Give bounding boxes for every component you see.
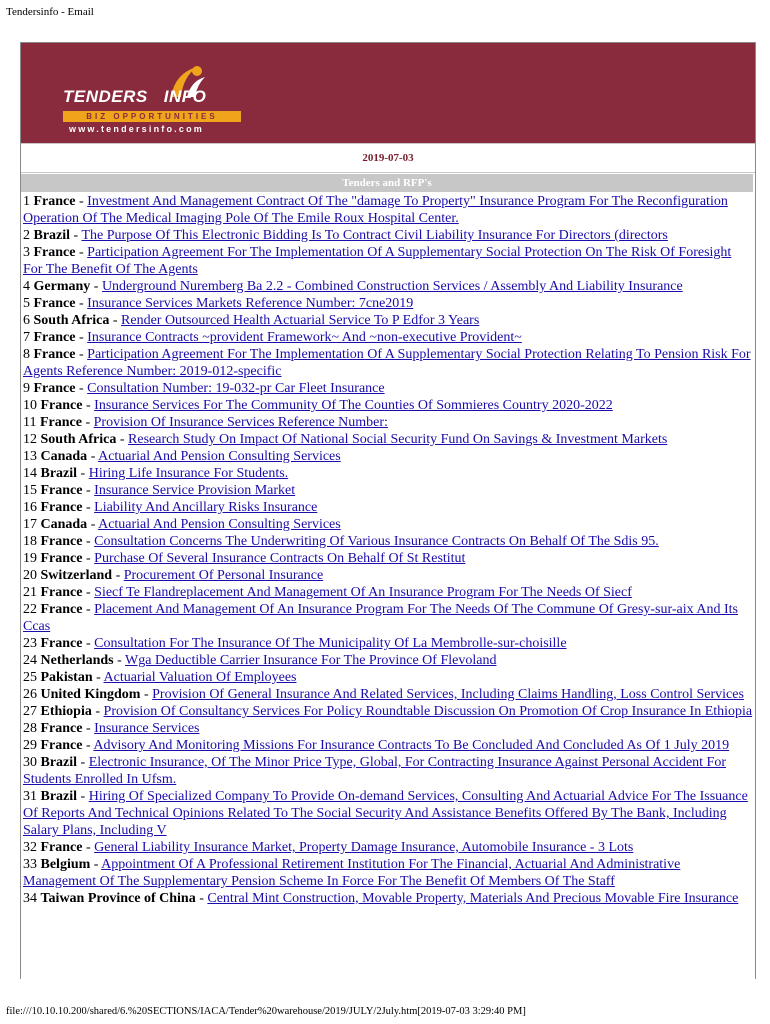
list-item: 8 France - Participation Agreement For The Implementation Of A Supplementary Social Protection Relating To Pension Risk For Agents Reference Number: 2019-012-specific (23, 347, 751, 379)
item-country: Ethiopia (40, 704, 92, 719)
tender-link[interactable]: Procurement Of Personal Insurance (123, 568, 324, 583)
list-item: 32 France - General Liability Insurance Market, Property Damage Insurance, Automobile Insurance - 3 Lots (23, 840, 634, 855)
tender-link[interactable]: Insurance Contracts ~provident Framework~ And ~non-executive Provident~ (87, 330, 522, 345)
tender-link[interactable]: Electronic Insurance, Of The Minor Price Type, Global, For Contracting Insurance Against Personal Accident For Students Enrolled In Ufsm. (23, 755, 727, 787)
list-item: 34 Taiwan Province of China - Central Mint Construction, Movable Property, Materials And Precious Movable Fire Insurance (23, 891, 739, 906)
item-country: France (40, 551, 83, 566)
item-number: 1 (23, 194, 30, 209)
item-number: 31 (23, 789, 37, 804)
tender-link[interactable]: Actuarial Valuation Of Employees (103, 670, 297, 685)
list-item: 11 France - Provision Of Insurance Services Reference Number: (23, 415, 388, 430)
item-country: Brazil (40, 789, 78, 804)
list-item: 12 South Africa - Research Study On Impact Of National Social Security Fund On Savings & Investment Markets (23, 432, 668, 447)
tender-link[interactable]: Participation Agreement For The Implementation Of A Supplementary Social Protection On The Risk Of Foresight For The Benefit Of The Agents (23, 245, 732, 277)
list-item: 18 France - Consultation Concerns The Underwriting Of Various Insurance Contracts On Behalf Of The Sdis 95. (23, 534, 659, 549)
list-item: 23 France - Consultation For The Insurance Of The Municipality Of La Membrolle-sur-choisille (23, 636, 567, 651)
logo-tagline: BIZ OPPORTUNITIES (63, 111, 241, 122)
section-title: Tenders and RFP's (21, 174, 753, 192)
list-item: 1 France - Investment And Management Contract Of The "damage To Property" Insurance Program For The Reconfiguration Operation Of The Medical Imaging Pole Of The Emile Roux Hospital Center. (23, 194, 728, 226)
tender-link[interactable]: Insurance Services Markets Reference Number: 7cne2019 (87, 296, 414, 311)
list-item: 7 France - Insurance Contracts ~provident Framework~ And ~non-executive Provident~ (23, 330, 522, 345)
item-country: France (33, 381, 76, 396)
item-country: France (33, 194, 76, 209)
item-number: 15 (23, 483, 37, 498)
email-frame (20, 42, 756, 979)
item-country: Netherlands (40, 653, 114, 668)
tender-link[interactable]: Insurance Services For The Community Of The Counties Of Sommieres Country 2020-2022 (94, 398, 613, 413)
item-country: France (40, 840, 83, 855)
list-item: 15 France - Insurance Service Provision Market (23, 483, 296, 498)
item-number: 21 (23, 585, 37, 600)
item-number: 34 (23, 891, 37, 906)
item-country: Brazil (40, 466, 78, 481)
tender-link[interactable]: Actuarial And Pension Consulting Services (98, 517, 341, 532)
list-item: 10 France - Insurance Services For The Community Of The Counties Of Sommieres Country 2020-2022 (23, 398, 613, 413)
list-item: 30 Brazil - Electronic Insurance, Of The Minor Price Type, Global, For Contracting Insurance Against Personal Accident For Students Enrolled In Ufsm. (23, 755, 727, 787)
list-item: 31 Brazil - Hiring Of Specialized Company To Provide On-demand Services, Consulting And Actuarial Advice For The Issuance Of Reports And Technical Opinions Related To The Social Security And Assistance Benefits Offered By The Bank, Including Salary Plans, Including V (23, 789, 748, 838)
item-country: Canada (40, 517, 88, 532)
list-item: 25 Pakistan - Actuarial Valuation Of Employees (23, 670, 297, 685)
logo-wordmark (63, 87, 206, 107)
item-number: 2 (23, 228, 30, 243)
list-item: 26 United Kingdom - Provision Of General Insurance And Related Services, Including Claims Handling, Loss Control Services (23, 687, 744, 702)
tender-link[interactable]: Research Study On Impact Of National Social Security Fund On Savings & Investment Markets (128, 432, 668, 447)
item-country: France (39, 415, 82, 430)
tender-link[interactable]: Wga Deductible Carrier Insurance For The Province Of Flevoland (125, 653, 497, 668)
tender-link[interactable]: Consultation For The Insurance Of The Municipality Of La Membrolle-sur-choisille (94, 636, 567, 651)
tender-link[interactable]: Underground Nuremberg Ba 2.2 - Combined Construction Services / Assembly And Liability Insurance (101, 279, 683, 294)
item-country: France (40, 636, 83, 651)
tender-link[interactable]: Actuarial And Pension Consulting Services (98, 449, 341, 464)
item-number: 3 (23, 245, 30, 260)
item-number: 29 (23, 738, 37, 753)
list-item: 14 Brazil - Hiring Life Insurance For Students. (23, 466, 289, 481)
item-country: South Africa (40, 432, 117, 447)
item-number: 26 (23, 687, 37, 702)
list-item: 2 Brazil - The Purpose Of This Electronic Bidding Is To Contract Civil Liability Insurance For Directors (directors (23, 228, 668, 243)
date-bar (21, 143, 755, 173)
item-number: 14 (23, 466, 37, 481)
item-country: Taiwan Province of China (40, 891, 196, 906)
list-item: 21 France - Siecf Te Flandreplacement And Management Of An Insurance Program For The Needs Of Siecf (23, 585, 632, 600)
list-item: 16 France - Liability And Ancillary Risks Insurance (23, 500, 318, 515)
tender-link[interactable]: General Liability Insurance Market, Property Damage Insurance, Automobile Insurance - 3 Lots (94, 840, 634, 855)
item-number: 28 (23, 721, 37, 736)
list-item: 6 South Africa - Render Outsourced Health Actuarial Service To P Edfor 3 Years (23, 313, 480, 328)
item-number: 20 (23, 568, 37, 583)
item-country: France (40, 483, 83, 498)
item-number: 11 (23, 415, 37, 430)
tender-link[interactable]: Participation Agreement For The Implementation Of A Supplementary Social Protection Relating To Pension Risk For Agents Reference Number: 2019-012-specific (23, 347, 751, 379)
tender-link[interactable]: Provision Of Insurance Services Reference Number: (93, 415, 388, 430)
item-country: Germany (33, 279, 91, 294)
item-number: 22 (23, 602, 37, 617)
item-country: Brazil (33, 228, 71, 243)
item-number: 6 (23, 313, 30, 328)
tender-link[interactable]: Appointment Of A Professional Retirement Institution For The Financial, Actuarial And Administrative Management Of The Supplementary Pension Scheme In Force For The Benefit Of Members Of The Staff (23, 857, 681, 889)
tender-link[interactable]: Hiring Of Specialized Company To Provide On-demand Services, Consulting And Actuarial Advice For The Issuance Of Reports And Technical Opinions Related To The Social Security And Assistance Benefits Offered By The Bank, Including Salary Plans, Including V (23, 789, 748, 838)
tender-link[interactable]: Liability And Ancillary Risks Insurance (94, 500, 318, 515)
item-country: South Africa (33, 313, 110, 328)
tender-link[interactable]: Purchase Of Several Insurance Contracts On Behalf Of St Restitut (94, 551, 466, 566)
tender-link[interactable]: Provision Of General Insurance And Related Services, Including Claims Handling, Loss Control Services (152, 687, 744, 702)
item-country: France (40, 738, 83, 753)
list-item: 3 France - Participation Agreement For The Implementation Of A Supplementary Social Protection On The Risk Of Foresight For The Benefit Of The Agents (23, 245, 732, 277)
item-number: 23 (23, 636, 37, 651)
item-number: 27 (23, 704, 37, 719)
item-number: 24 (23, 653, 37, 668)
item-country: Pakistan (40, 670, 93, 685)
item-number: 5 (23, 296, 30, 311)
tender-link[interactable]: Render Outsourced Health Actuarial Service To P Edfor 3 Years (121, 313, 480, 328)
item-number: 8 (23, 347, 30, 362)
list-item: 22 France - Placement And Management Of An Insurance Program For The Needs Of The Commune Of Gresy-sur-aix And Its Ccas (23, 602, 738, 634)
list-item: 5 France - Insurance Services Markets Reference Number: 7cne2019 (23, 296, 414, 311)
header-banner (21, 43, 755, 143)
item-number: 7 (23, 330, 30, 345)
item-country: France (33, 296, 76, 311)
item-country: Canada (40, 449, 88, 464)
item-country: France (40, 721, 83, 736)
item-number: 12 (23, 432, 37, 447)
tender-list (21, 193, 755, 907)
list-item: 28 France - Insurance Services (23, 721, 200, 736)
item-number: 30 (23, 755, 37, 770)
tender-link[interactable]: Investment And Management Contract Of The "damage To Property" Insurance Program For The Reconfiguration Operation Of The Medical Imaging Pole Of The Emile Roux Hospital Center. (23, 194, 728, 226)
tender-link[interactable]: The Purpose Of This Electronic Bidding Is To Contract Civil Liability Insurance For Directors (directors (81, 228, 668, 243)
item-country: France (40, 602, 83, 617)
item-number: 33 (23, 857, 37, 872)
item-number: 19 (23, 551, 37, 566)
item-country: France (33, 330, 76, 345)
item-country: France (40, 500, 83, 515)
item-number: 18 (23, 534, 37, 549)
tender-link[interactable]: Insurance Service Provision Market (94, 483, 296, 498)
item-number: 9 (23, 381, 30, 396)
logo-word-info: INFO (163, 87, 207, 106)
tender-link[interactable]: Consultation Number: 19-032-pr Car Fleet Insurance (87, 381, 385, 396)
list-item: 9 France - Consultation Number: 19-032-pr Car Fleet Insurance (23, 381, 385, 396)
logo-url: www.tendersinfo.com (69, 124, 204, 134)
tender-link[interactable]: Placement And Management Of An Insurance Program For The Needs Of The Commune Of Gresy-sur-aix And Its Ccas (23, 602, 738, 634)
tender-link[interactable]: Advisory And Monitoring Missions For Insurance Contracts To Be Concluded And Concluded As Of 1 July 2019 (93, 738, 730, 753)
item-number: 32 (23, 840, 37, 855)
list-item: 27 Ethiopia - Provision Of Consultancy Services For Policy Roundtable Discussion On Promotion Of Crop Insurance In Ethiopia (23, 704, 753, 719)
item-number: 16 (23, 500, 37, 515)
item-country: United Kingdom (40, 687, 141, 702)
tender-link[interactable]: Consultation Concerns The Underwriting Of Various Insurance Contracts On Behalf Of The Sdis 95. (94, 534, 659, 549)
item-country: France (33, 347, 76, 362)
item-number: 17 (23, 517, 37, 532)
print-footer-url: file:///10.10.10.200/shared/6.%20SECTIONS/IACA/Tender%20warehouse/2019/JULY/2July.htm[2019-07-03 3:29:40 PM] (6, 1006, 526, 1017)
item-country: France (33, 245, 76, 260)
item-number: 25 (23, 670, 37, 685)
list-item: 33 Belgium - Appointment Of A Professional Retirement Institution For The Financial, Actuarial And Administrative Management Of The Supplementary Pension Scheme In Force For The Benefit Of Members Of The Staff (23, 857, 681, 889)
item-number: 10 (23, 398, 37, 413)
list-item: 29 France - Advisory And Monitoring Missions For Insurance Contracts To Be Concluded And Concluded As Of 1 July 2019 (23, 738, 730, 753)
tender-link[interactable]: Central Mint Construction, Movable Property, Materials And Precious Movable Fire Insurance (207, 891, 739, 906)
tender-link[interactable]: Hiring Life Insurance For Students. (88, 466, 289, 481)
list-item: 20 Switzerland - Procurement Of Personal Insurance (23, 568, 324, 583)
issue-date: 2019-07-03 (362, 152, 414, 164)
tender-link[interactable]: Provision Of Consultancy Services For Policy Roundtable Discussion On Promotion Of Crop Insurance In Ethiopia (103, 704, 753, 719)
list-item: 4 Germany - Underground Nuremberg Ba 2.2 - Combined Construction Services / Assembly And Liability Insurance (23, 279, 683, 294)
item-country: France (40, 534, 83, 549)
item-number: 4 (23, 279, 30, 294)
item-country: Switzerland (40, 568, 113, 583)
list-item: 17 Canada - Actuarial And Pension Consulting Services (23, 517, 341, 532)
list-item: 24 Netherlands - Wga Deductible Carrier Insurance For The Province Of Flevoland (23, 653, 497, 668)
item-country: France (40, 585, 83, 600)
list-item: 13 Canada - Actuarial And Pension Consulting Services (23, 449, 341, 464)
item-number: 13 (23, 449, 37, 464)
list-item: 19 France - Purchase Of Several Insurance Contracts On Behalf Of St Restitut (23, 551, 466, 566)
tender-link[interactable]: Insurance Services (94, 721, 200, 736)
tender-link[interactable]: Siecf Te Flandreplacement And Management Of An Insurance Program For The Needs Of Siecf (94, 585, 632, 600)
tendersinfo-logo[interactable] (43, 69, 253, 137)
print-header-title: Tendersinfo - Email (6, 6, 94, 18)
item-country: Belgium (40, 857, 91, 872)
item-country: France (40, 398, 83, 413)
item-country: Brazil (40, 755, 78, 770)
logo-word-tenders: TENDERS (63, 87, 148, 106)
